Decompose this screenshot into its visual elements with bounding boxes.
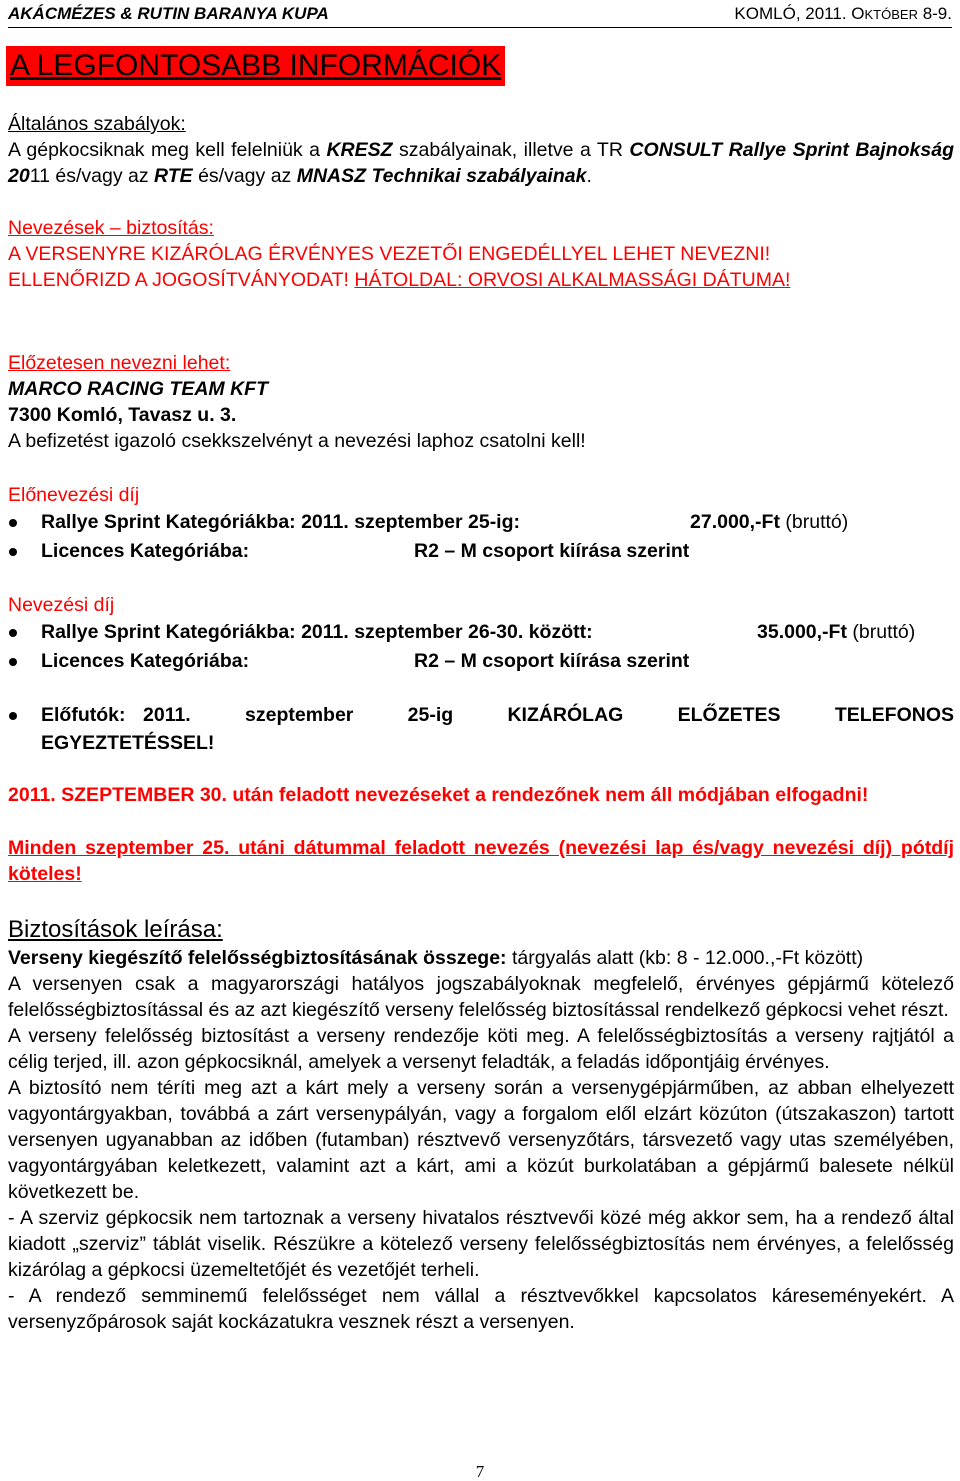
early-fee-list	[8, 509, 954, 567]
bullet-icon	[9, 712, 17, 720]
list-item: Licences Kategóriába: R2 – M csoport kiírása szerint	[8, 648, 954, 677]
insurance-title: Biztosítások leírása:	[8, 916, 223, 943]
bullet-icon	[9, 548, 17, 556]
insurance-amount: Verseny kiegészítő felelősségbiztosításának összege: tárgyalás alatt (kb: 8 - 12.000.,-Ft között)	[8, 947, 864, 969]
insurance-paragraph: - A rendező semminemű felelősséget nem vállal a résztvevőkkel kapcsolatos káreseményekért. A versenyzőpárosok saját kockázatukra vesznek részt a versenyen.	[8, 1285, 954, 1333]
bullet-icon	[9, 519, 17, 527]
general-rules-section	[8, 111, 954, 189]
early-fee-title: Előnevezési díj	[8, 484, 140, 506]
insurance-paragraph: A verseny felelősség biztosítást a verseny rendezője köti meg. A felelősségbiztosítás a verseny rajtjától a célig terjed, ill. azon gépkocsiknál, amelyek a versenyt feladták, a feladás időpontjáig érvényes.	[8, 1025, 954, 1073]
fee-title: Nevezési díj	[8, 594, 115, 616]
header-date: KOMLÓ, 2011. OKTÓBER 8-9.	[734, 4, 952, 23]
deadline-warning: 2011. SZEPTEMBER 30. után feladott nevezéseket a rendezőnek nem áll módjában elfogadni!	[8, 784, 869, 806]
insurance-paragraph: A versenyen csak a magyarországi hatályos jogszabályoknak megfelelő, érvényes gépjármű kötelező felelősségbiztosítással és az azt kiegészítő verseny felelősség biztosítással rendelkező gépkocsi vehet részt.	[8, 973, 954, 1021]
header-rule	[8, 27, 952, 28]
fee-list	[8, 619, 954, 677]
header-event-title: AKÁCMÉZES & RUTIN BARANYA KUPA	[8, 4, 329, 23]
late-fee-warning: Minden szeptember 25. utáni dátummal feladott nevezés (nevezési lap és/vagy nevezési díj) pótdíj köteles!	[8, 837, 954, 885]
pre-entry-company: MARCO RACING TEAM KFT	[8, 378, 268, 400]
forerunners-item: Előfutók: 2011. szeptember 25-ig KIZÁRÓLAG ELŐZETES TELEFONOS EGYEZTETÉSSEL!	[8, 702, 954, 756]
general-rules-text: A gépkocsiknak meg kell felelniük a KRESZ szabályainak, illetve a TR CONSULT Rallye Sprint Bajnokság 2011 és/vagy az RTE és/vagy az MNASZ Technikai szabályainak.	[8, 139, 954, 187]
entries-title: Nevezések – biztosítás:	[8, 217, 214, 239]
general-rules-title: Általános szabályok:	[8, 113, 186, 135]
pre-entry-note: A befizetést igazoló csekkszelvényt a nevezési laphoz csatolni kell!	[8, 430, 586, 452]
forerunners-label: Előfutók:	[41, 704, 126, 726]
page-number: 7	[475, 1462, 485, 1481]
list-item: Rallye Sprint Kategóriákba: 2011. szeptember 25-ig: 27.000,-Ft (bruttó)	[8, 509, 954, 538]
licence-warning: A VERSENYRE KIZÁRÓLAG ÉRVÉNYES VEZETŐI ENGEDÉLLYEL LEHET NEVEZNI!	[8, 243, 771, 265]
insurance-text	[8, 945, 954, 1335]
forerunners-text: 2011. szeptember 25-ig KIZÁRÓLAG ELŐZETES TELEFONOS	[143, 704, 954, 726]
insurance-paragraph: - A szerviz gépkocsik nem tartoznak a verseny hivatalos résztvevői közé még akkor sem, ha a rendező által kiadott „szerviz” táblát viselik. Részükre a kötelező verseny felelősségbiztosítás nem érvényes, a felelősség kizárólag a gépkocsi üzemeltetőjét és vezetőjét terheli.	[8, 1207, 954, 1281]
list-item: Rallye Sprint Kategóriákba: 2011. szeptember 26-30. között: 35.000,-Ft (bruttó)	[8, 619, 954, 648]
list-item: Licences Kategóriába: R2 – M csoport kiírása szerint	[8, 538, 954, 567]
pre-entry-section	[8, 350, 954, 454]
bullet-icon	[9, 629, 17, 637]
pre-entry-address: 7300 Komló, Tavasz u. 3.	[8, 404, 237, 426]
page-header	[8, 2, 952, 26]
main-title-banner: A LEGFONTOSABB INFORMÁCIÓK	[6, 46, 505, 86]
pre-entry-title: Előzetesen nevezni lehet:	[8, 352, 231, 374]
licence-check-warning: ELLENŐRIZD A JOGOSÍTVÁNYODAT! HÁTOLDAL: ORVOSI ALKALMASSÁGI DÁTUMA!	[8, 269, 791, 291]
bullet-icon	[9, 658, 17, 666]
entries-section	[8, 215, 954, 293]
insurance-paragraph: A biztosító nem téríti meg azt a kárt mely a verseny során a versenygépjárműben, az abban elhelyezett vagyontárgyakban, továbbá a zárt versenypályán, vagy a forgalom elől elzárt közúton (útszakaszon) tartott versenyen ugyanabban az időben (futamban) résztvevő versenyzőtárs, társvezető vagy utas személyében, vagyontárgyában keletkezett, valamint azt a kárt, ami a közút burkolatában a gépjármű balesete nélkül következett be.	[8, 1077, 954, 1203]
